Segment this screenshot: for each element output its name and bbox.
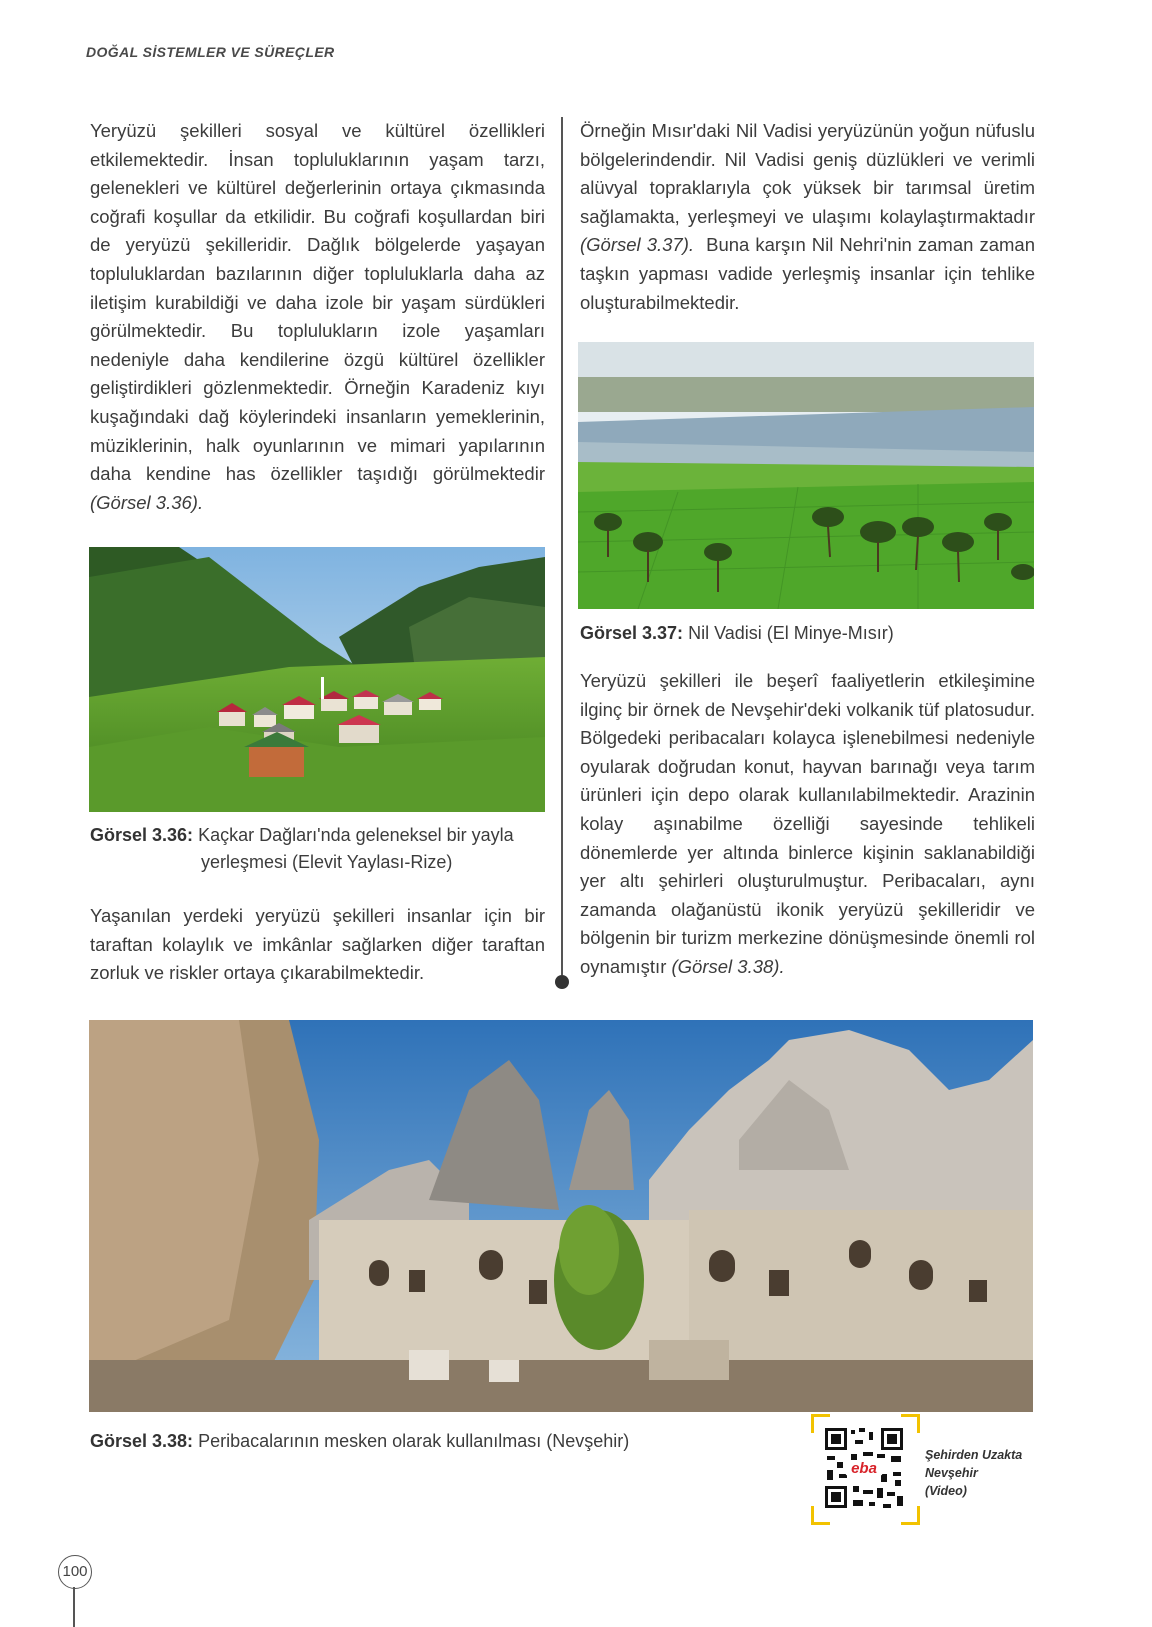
right-column-paragraph-1 xyxy=(580,117,1035,317)
paragraph-text: Yaşanılan yerdeki yeryüzü şekilleri insanlar için bir taraftan kolaylık ve imkânlar sağlarken diğer taraftan zorluk ve riskler ortaya çıkarabilmektedir. xyxy=(90,905,545,984)
nile-valley-photo xyxy=(578,342,1034,609)
paragraph-text: Yeryüzü şekilleri sosyal ve kültürel özellikleri etkilemektedir. İnsan topluluklarının yaşam tarzı, gelenekleri ve kültürel değerlerinin ortaya çıkmasında coğrafi koşullar da etkilidir. Bu coğrafi koşullardan biri de yeryüzü şekilleridir. Dağlık bölgelerde yaşayan topluluklardan bazılarının diğer topluluklarla daha az iletişim kurabildiği ve daha izole bir yaşam sürdükleri görülmektedir. Bu toplulukların izole yaşamları nedeniyle daha kendilerine özgü kültürel özellikler geliştirdikleri gözlenmektedir. Örneğin Karadeniz kıyı kuşağındaki dağ köylerindeki insanların yemeklerinin, müziklerinin, halk oyunlarının ve mimari yapılarının daha kendine has özellikler taşıdığı görülmektedir xyxy=(90,120,545,485)
figure-338-caption xyxy=(90,1428,790,1455)
running-header: DOĞAL SİSTEMLER VE SÜREÇLER xyxy=(86,44,335,60)
column-divider xyxy=(561,117,563,975)
divider-dot xyxy=(555,975,569,989)
figure-reference: (Görsel 3.38). xyxy=(671,955,785,977)
right-column-paragraph-2 xyxy=(580,667,1035,982)
qr-title-line2: Nevşehir xyxy=(925,1466,978,1480)
page-number: 100 xyxy=(58,1555,92,1589)
figure-reference: (Görsel 3.37). xyxy=(580,234,695,256)
paragraph-text-2: Buna karşın Nil Nehri'nin zaman zaman taşkın yapması vadide yerleşmiş insanlar için tehlike oluşturabilmektedir. xyxy=(580,234,1035,313)
qr-title-line3: (Video) xyxy=(925,1484,967,1498)
left-column-paragraph-2 xyxy=(90,902,545,988)
paragraph-text: Örneğin Mısır'daki Nil Vadisi yeryüzünün yoğun nüfuslu bölgelerindendir. Nil Vadisi geniş düzlükleri ve verimli alüvyal topraklarıyla çok yüksek bir tarımsal üretim sağlamakta, yerleşmeyi ve ulaşımı kolaylaştırmaktadır xyxy=(580,120,1035,227)
figure-338-label: Görsel 3.38: xyxy=(90,1431,194,1451)
paragraph-text: Yeryüzü şekilleri ile beşerî faaliyetlerin etkileşimine ilginç bir örnek de Nevşehir'deki volkanik tüf platosudur. Bölgedeki peribacaları kolayca işlenebilmesi nedeniyle oyularak doğrudan konut, hayvan barınağı veya tarım ürünleri için depo olarak kullanılabilmektedir. Arazinin kolay aşınabilme özelliği sayesinde tehlikeli dönemlerde yer altında binlerce kişinin saklanabildiği yer altı şehirleri oluşturulmuştur. Peribacaları, aynı zamanda olağanüstü ikonik yeryüzü şekilleridir ve bölgenin bir turizm merkezine dönüşmesinde önemli rol oynamıştır xyxy=(580,670,1035,977)
figure-337-label: Görsel 3.37: xyxy=(580,623,684,643)
figure-337-caption-text: Nil Vadisi (El Minye-Mısır) xyxy=(688,623,894,643)
figure-reference: (Görsel 3.36). xyxy=(90,491,204,513)
figure-336-label: Görsel 3.36: xyxy=(90,825,194,845)
eba-logo: eba xyxy=(851,1460,877,1477)
figure-338-caption-text: Peribacalarının mesken olarak kullanılması (Nevşehir) xyxy=(198,1431,630,1451)
cappadocia-fairy-chimneys-photo xyxy=(89,1020,1033,1412)
left-column-paragraph-1 xyxy=(90,117,545,517)
qr-title-line1: Şehirden Uzakta xyxy=(925,1448,1023,1462)
figure-336-caption-line2: yerleşmesi (Elevit Yaylası-Rize) xyxy=(201,852,453,872)
qr-video-label[interactable] xyxy=(925,1446,1022,1500)
page-number-line xyxy=(73,1587,75,1627)
figure-336-caption-line1: Kaçkar Dağları'nda geleneksel bir yayla xyxy=(198,825,514,845)
figure-337-caption xyxy=(580,620,1040,647)
kackar-yayla-photo xyxy=(89,547,545,812)
qr-code-icon[interactable] xyxy=(811,1414,917,1522)
figure-336-caption xyxy=(90,822,550,876)
